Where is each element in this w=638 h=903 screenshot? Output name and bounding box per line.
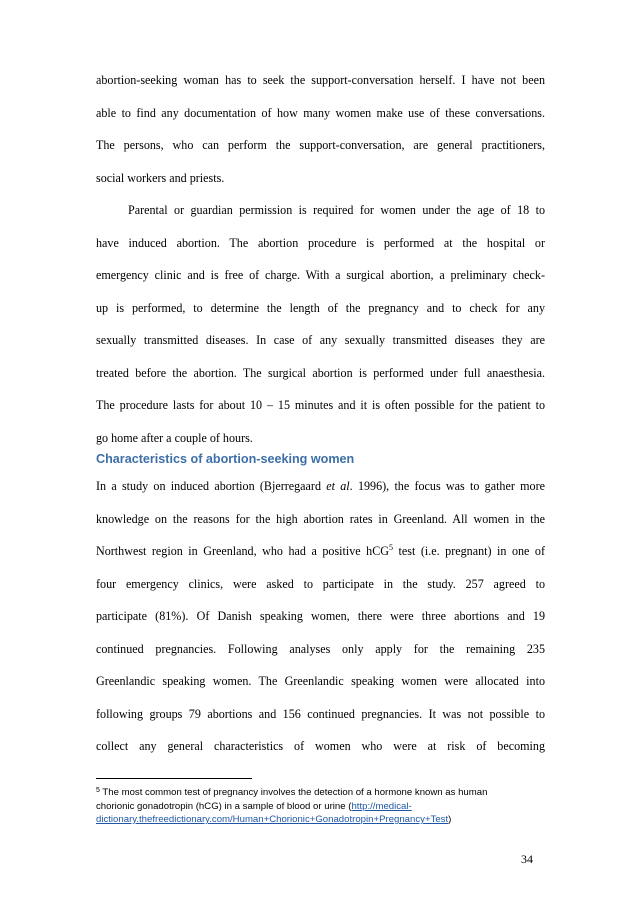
footnote-ref[interactable]: 5 [389, 543, 394, 552]
text-line: In a study on induced abortion (Bjerregaard et al. 1996), the focus was to gather more [96, 479, 545, 493]
text-line: participate (81%). Of Danish speaking women, there were three abortions and 19 [96, 609, 545, 623]
text-line: emergency clinic and is free of charge. With a surgical abortion, a preliminary check- [96, 268, 545, 282]
text-line: treated before the abortion. The surgical abortion is performed under full anaesthesia. [96, 365, 545, 380]
text-line: have induced abortion. The abortion procedure is performed at the hospital or [96, 235, 545, 250]
paragraph-support-conversation [96, 64, 545, 194]
footnote-link[interactable]: http://medical- dictionary.thefreedictionary.com/Human+Chorionic+Gonadotropin+Pregnancy+Test [96, 800, 449, 825]
text-line: The persons, who can perform the support-conversation, are general practitioners, [96, 138, 545, 152]
page-number: 34 [521, 852, 533, 866]
text-line: four emergency clinics, were asked to participate in the study. 257 agreed to [96, 576, 545, 591]
text-line: go home after a couple of hours. [96, 430, 253, 445]
text-line: knowledge on the reasons for the high abortion rates in Greenland. All women in the [96, 511, 545, 526]
footnote-separator [96, 778, 252, 779]
text-line: following groups 79 abortions and 156 continued pregnancies. It was not possible to [96, 706, 545, 721]
paragraph-parental-permission [96, 194, 545, 454]
footnote: $^5$ The most common test of pregnancy involves the detection of a hormone known as human chorionic gonadotropin (hCG) in a sample of blood or urine (http://medical- dictionary.thefreedictionary.com/Human+Chorionic+Gonadotropin+Pregnancy+Test) [96, 787, 488, 825]
text-line: The procedure lasts for about 10 – 15 minutes and it is often possible for the patient to [96, 398, 545, 412]
text-line: sexually transmitted diseases. In case of any sexually transmitted diseases they are [96, 333, 545, 347]
text-line: Parental or guardian permission is required for women under the age of 18 to [128, 203, 545, 217]
footnote-number: 5 [96, 787, 100, 794]
text-line: able to find any documentation of how many women make use of these conversations. [96, 105, 545, 120]
text-line: social workers and priests. [96, 170, 225, 185]
text-line: Northwest region in Greenland, who had a positive hCG$^5$ test (i.e. pregnant) in one of [96, 543, 545, 558]
text-line: collect any general characteristics of women who were at risk of becoming [96, 739, 545, 753]
section-heading: Characteristics of abortion-seeking women [96, 452, 355, 466]
text-line: up is performed, to determine the length of the pregnancy and to check for any [96, 300, 545, 315]
text-line: Greenlandic speaking women. The Greenlandic speaking women were allocated into [96, 674, 545, 688]
paragraph-study [96, 470, 545, 763]
text-line: abortion-seeking woman has to seek the support-conversation herself. I have not been [96, 73, 545, 87]
text-line: continued pregnancies. Following analyses only apply for the remaining 235 [96, 641, 545, 656]
